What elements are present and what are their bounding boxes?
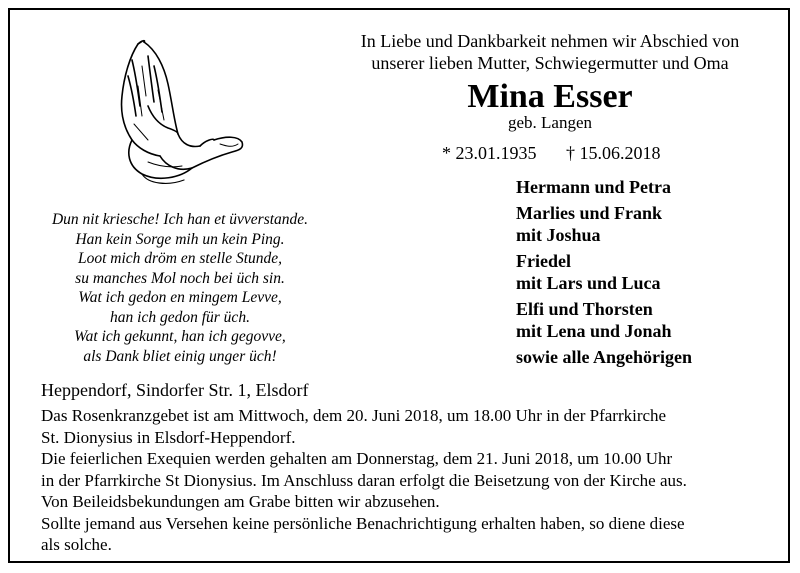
poem-line: als Dank bliet einig unger üch!	[83, 347, 277, 365]
death-date: † 15.06.2018	[566, 143, 661, 163]
birth-date: * 23.01.1935	[442, 143, 537, 163]
poem-line: Dun nit kriesche! Ich han et üvverstande.	[51, 211, 309, 228]
family-address: Heppendorf, Sindorfer Str. 1, Elsdorf	[41, 380, 309, 400]
mourner-line: sowie alle Angehörigen	[516, 346, 692, 367]
praying-hands-icon	[108, 36, 248, 186]
mourner-line: Hermann und Petra	[516, 177, 671, 197]
birth-name: geb. Langen	[507, 113, 593, 132]
body-line: als solche.	[41, 535, 112, 554]
poem	[20, 210, 340, 366]
mourner-group	[516, 298, 786, 343]
mourner-line: mit Lars und Luca	[516, 273, 661, 293]
intro-line-1: In Liebe und Dankbarkeit nehmen wir Abschied von	[360, 31, 740, 51]
poem-line: Loot mich dröm en stelle Stunde,	[77, 250, 283, 267]
life-dates	[442, 142, 672, 164]
mourner-group	[516, 346, 786, 369]
poem-line: su manches Mol noch bei üch sin.	[75, 269, 285, 287]
mourner-line: mit Joshua	[516, 225, 601, 245]
body-line: Die feierlichen Exequien werden gehalten am Donnerstag, dem 21. Juni 2018, um 10.00 Uhr	[41, 449, 673, 468]
poem-line: Wat ich gekunnt, han ich gegovve,	[74, 328, 286, 345]
intro-line-2: unserer lieben Mutter, Schwiegermutter und Oma	[371, 53, 729, 73]
deceased-name: Mina Esser	[467, 78, 633, 115]
body-line: in der Pfarrkirche St Dionysius. Im Anschluss daran erfolgt die Beisetzung von der Kirche aus.	[41, 470, 687, 490]
body-line: Sollte jemand aus Versehen keine persönliche Benachrichtigung erhalten haben, so diene diese	[41, 513, 685, 533]
mourners-list	[516, 176, 786, 371]
intro-text	[300, 30, 800, 74]
body-line: Von Beileidsbekundungen am Grabe bitten wir abzusehen.	[41, 492, 440, 511]
mourner-line: Marlies und Frank	[516, 202, 663, 223]
mourner-line: Friedel	[516, 250, 571, 271]
mourner-group	[516, 176, 786, 199]
poem-line: han ich gedon für üch.	[110, 308, 250, 326]
body-line: St. Dionysius in Elsdorf-Heppendorf.	[41, 427, 296, 447]
mourner-group	[516, 250, 786, 295]
poem-line: Han kein Sorge mih un kein Ping.	[75, 230, 285, 248]
mourner-line: Elfi und Thorsten	[516, 298, 653, 319]
mourner-line: mit Lena und Jonah	[516, 321, 672, 341]
mourner-group	[516, 202, 786, 247]
service-details	[41, 405, 761, 556]
body-line: Das Rosenkranzgebet ist am Mittwoch, dem 20. Juni 2018, um 18.00 Uhr in der Pfarrkirche	[41, 406, 667, 425]
poem-line: Wat ich gedon en mingem Levve,	[78, 289, 282, 306]
